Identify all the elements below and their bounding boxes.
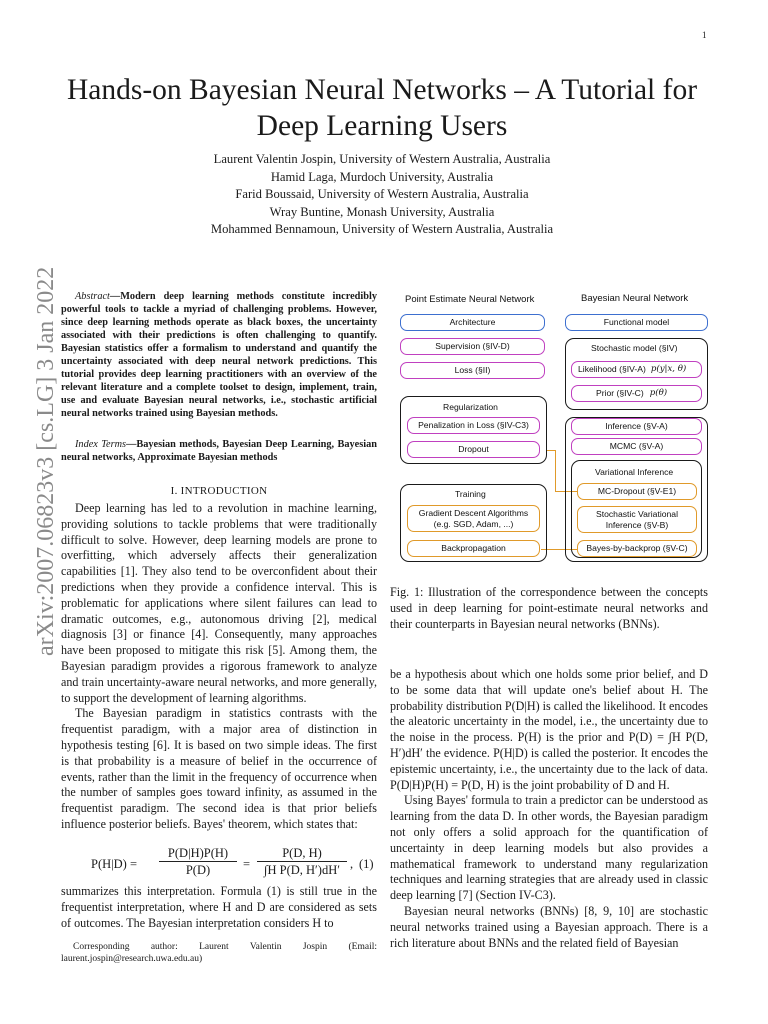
box-label: Loss (§II) [454, 365, 491, 376]
author-line: Hamid Laga, Murdoch University, Australia [270, 169, 494, 184]
figure-diagram [395, 290, 715, 572]
box-label: MC-Dropout (§V-E1) [597, 486, 677, 497]
variational-inference-label: Variational Inference [595, 467, 674, 477]
index-terms-text: —Bayesian methods, Bayesian Deep Learning, Bayesian neural networks, Approximate Bayesian methods [61, 439, 377, 464]
paragraph: Deep learning has led to a revolution in machine learning, providing solutions to tackle problems that were traditionally difficult to solve. However, deep learning models are prone to overfitting, which adversely affects their generalization capabilities [1]. They also tend to be overconfident about their predictions when they provide a confidence interval. This is problematic for applications where silent failures can lead to dramatic outcomes, e.g., autonomous driving [2], medical diagnosis [3] or finance [4]. Consequently, many approaches have been proposed to mitigate this risk [5]. Among them, the Bayesian paradigm provides a rigorous framework to analyze and train uncertainty-aware neural networks, and more generally, to support the development of learning algorithms. [61, 501, 377, 705]
box-label: Likelihood (§IV-A) [578, 364, 646, 375]
mcmc-box [571, 438, 702, 455]
architecture-box [400, 314, 545, 331]
eq-tail: , [350, 857, 354, 871]
box-label: Functional model [603, 317, 670, 328]
box-label: Bayes-by-backprop (§V-C) [586, 543, 688, 554]
dropout-box [407, 441, 540, 458]
prior-box [571, 385, 702, 402]
paragraph: summarizes this interpretation. Formula (1) is still true in the frequentist interpretation, where H and D are considered as sets of outcomes. The Bayesian interpretation considers H to [61, 884, 377, 930]
eq-frac1-den: P(D) [185, 863, 211, 877]
mc-dropout-box [577, 483, 697, 500]
after-equation-text [61, 884, 377, 931]
paragraph: Using Bayes' formula to train a predictor can be understood as learning from the data D. In other words, the Bayesian paradigm not only offers a solid approach for the quantification of uncertainty in deep learning models but also provides a mathematical framework to understand many regularization techniques and learning strategies that are already used in classic deep learning [7] (Section IV-C3). [390, 793, 708, 903]
box-label: Inference (§V-A) [605, 421, 668, 432]
abstract-label: Abstract [75, 291, 110, 302]
eq-frac2-den: ∫H P(D, H′)dH′ [264, 863, 340, 877]
prior-formula: p(θ) [649, 388, 668, 399]
box-label: Supervision (§IV-D) [435, 341, 510, 352]
functional-model-box [565, 314, 708, 331]
box-label: Prior (§IV-C) [596, 388, 644, 399]
paper-title: Hands-on Bayesian Neural Networks – A Tutorial for Deep Learning Users [66, 74, 698, 142]
stochastic-model-label: Stochastic model (§IV) [591, 343, 678, 353]
box-label: MCMC (§V-A) [609, 441, 664, 452]
svi-box [577, 506, 697, 533]
bayes-equation [61, 846, 377, 886]
right-column-header: Bayesian Neural Network [581, 293, 689, 304]
arxiv-stamp: arXiv:2007.06823v3 [cs.LG] 3 Jan 2022 [33, 266, 59, 656]
backpropagation-box [407, 540, 540, 557]
box-label: Dropout [458, 444, 489, 455]
author-line: Laurent Valentin Jospin, University of Western Australia, Australia [213, 152, 551, 166]
box-label: (e.g. SGD, Adam, ...) [433, 518, 514, 529]
eq-frac1-num: P(D|H)P(H) [167, 846, 229, 860]
equation-number: (1) [359, 857, 374, 871]
box-label: Inference (§V-B) [605, 519, 669, 530]
author-list [120, 151, 644, 239]
figure-caption: Fig. 1: Illustration of the correspondence between the concepts used in deep learning for point-estimate neural networks and their counterparts in Bayesian neural networks (BNNs). [390, 585, 708, 631]
page-number: 1 [702, 30, 707, 40]
author-line: Farid Boussaid, University of Western Australia, Australia [235, 187, 529, 202]
likelihood-formula: p(y|x, θ) [650, 364, 687, 375]
penalization-box [407, 417, 540, 434]
eq-equals: = [243, 857, 251, 871]
paragraph: The Bayesian paradigm in statistics contrasts with the frequentist paradigm, with a major area of distinction in hypothesis testing [6]. It is based on two simple ideas. The first is that probability is a measure of belief in the occurrence of events, rather than the limit in the frequency of occurrence when the number of samples goes toward infinity, as assumed in the frequentist paradigm. The second idea is that prior beliefs influence posterior beliefs. Bayes' theorem, which states that: [61, 706, 377, 831]
supervision-box [400, 338, 545, 355]
index-terms-label: Index Terms [75, 439, 127, 450]
loss-box [400, 362, 545, 379]
section-heading: I. INTRODUCTION [170, 485, 268, 497]
intro-text [61, 501, 377, 833]
likelihood-box [571, 361, 702, 378]
eq-lhs: P(H|D) = [91, 857, 138, 871]
footnote: Corresponding author: Laurent Valentin Jospin (Email: laurent.jospin@research.uwa.edu.au) [61, 942, 377, 964]
fraction-bar [159, 861, 237, 862]
author-line: Wray Buntine, Monash University, Australia [269, 204, 495, 219]
regularization-label: Regularization [443, 402, 498, 412]
author-line: Mohammed Bennamoun, University of Western Australia, Australia [210, 222, 554, 237]
box-label: Architecture [449, 317, 496, 328]
inference-box [571, 418, 702, 435]
paragraph: Bayesian neural networks (BNNs) [8, 9, 10] are stochastic neural networks trained using a Bayesian approach. There is a rich literature about BNNs and the related field of Bayesian [390, 903, 708, 950]
abstract [61, 290, 377, 420]
box-label: Stochastic Variational [595, 509, 678, 519]
box-label: Penalization in Loss (§IV-C3) [418, 420, 529, 431]
right-column-text [390, 667, 708, 951]
gradient-descent-box [407, 505, 540, 532]
fraction-bar [257, 861, 347, 862]
bayes-by-backprop-box [577, 540, 697, 557]
left-column-header: Point Estimate Neural Network [405, 294, 535, 305]
box-label: Backpropagation [441, 543, 506, 554]
eq-frac2-num: P(D, H) [282, 846, 322, 860]
index-terms [61, 438, 377, 464]
training-label: Training [455, 489, 486, 499]
paragraph: be a hypothesis about which one holds some prior belief, and D to be some data that will update one's belief about H. The probability distribution P(D|H) is called the likelihood. It encodes the aleatoric uncertainty in the model, i.e., the uncertainty due to the noise in the process. P(H) is the prior and P(D) = ∫H P(D, H′)dH′ the evidence. P(H|D) is called the posterior. It encodes the epistemic uncertainty, i.e., the uncertainty due to the lack of data. P(D|H)P(H) = P(D, H) is the joint probability of D and H. [390, 667, 708, 792]
box-label: Gradient Descent Algorithms [418, 508, 529, 518]
connector-line [555, 450, 556, 492]
abstract-text: —Modern deep learning methods constitute incredibly powerful tools to tackle a myriad of challenging problems. However, since deep learning methods operate as black boxes, the uncertainty associated with their predictions is often challenging to quantify. Bayesian statistics offer a formalism to understand and quantify the uncertainty associated with deep neural network predictions. This tutorial provides deep learning practitioners with an overview of the relevant literature and a complete toolset to design, implement, train, use and evaluate Bayesian neural networks, i.e., stochastic artificial neural networks trained using Bayesian methods. [61, 291, 377, 420]
